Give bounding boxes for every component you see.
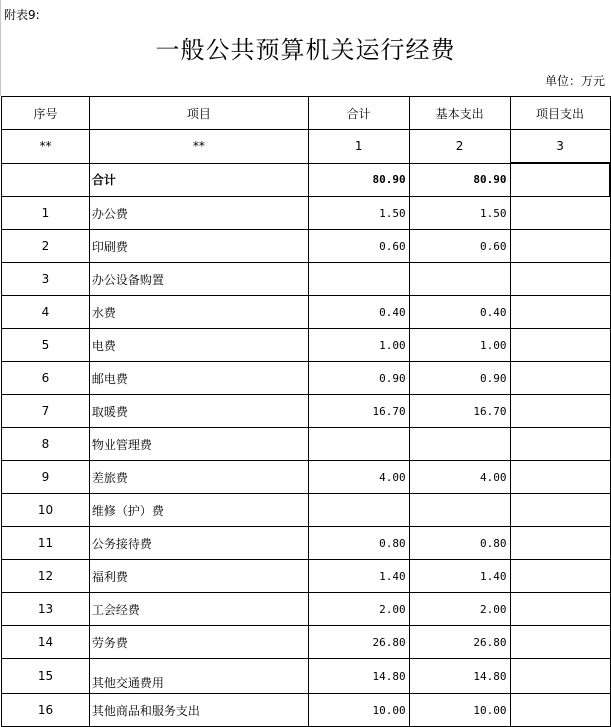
row-index: 15 [2, 659, 90, 694]
index-cell: 2 [409, 130, 510, 164]
table-row [2, 329, 611, 362]
row-basic-amount: 1.50 [409, 197, 510, 230]
table-row [2, 560, 611, 593]
total-row [2, 163, 611, 197]
row-total-amount: 4.00 [308, 461, 409, 494]
table-row [2, 527, 611, 560]
row-index: 1 [2, 197, 90, 230]
row-item-name: 其他交通费用 [89, 659, 308, 694]
row-basic-amount: 0.60 [409, 230, 510, 263]
row-basic-amount: 16.70 [409, 395, 510, 428]
row-project-amount [510, 428, 610, 461]
row-item-name: 取暖费 [89, 395, 308, 428]
row-project-amount [510, 560, 610, 593]
row-basic-amount [409, 428, 510, 461]
row-total-amount [308, 494, 409, 527]
row-basic-amount [409, 494, 510, 527]
row-basic-amount: 1.40 [409, 560, 510, 593]
row-basic-amount: 14.80 [409, 659, 510, 694]
row-project-amount [510, 296, 610, 329]
page-title: 一般公共预算机关运行经费 [155, 36, 456, 64]
row-index: 5 [2, 329, 90, 362]
column-index-row [2, 130, 611, 164]
row-total-amount: 0.40 [308, 296, 409, 329]
header-cell-index: 序号 [2, 97, 90, 130]
row-total-amount: 0.90 [308, 362, 409, 395]
row-item-name: 办公费 [89, 197, 308, 230]
row-project-amount [510, 659, 610, 694]
row-item-name: 办公设备购置 [89, 263, 308, 296]
row-index: 11 [2, 527, 90, 560]
row-basic-amount: 10.00 [409, 694, 510, 727]
row-item-name: 劳务费 [89, 626, 308, 659]
header-row [2, 97, 611, 130]
total-sum: 80.90 [308, 163, 409, 197]
total-basic: 80.90 [409, 163, 510, 197]
table-row [2, 694, 611, 727]
row-item-name: 邮电费 [89, 362, 308, 395]
attachment-label: 附表9: [4, 8, 40, 22]
row-item-name: 工会经费 [89, 593, 308, 626]
row-total-amount: 14.80 [308, 659, 409, 694]
row-item-name: 公务接待费 [89, 527, 308, 560]
row-index: 16 [2, 694, 90, 727]
row-index: 14 [2, 626, 90, 659]
row-project-amount [510, 626, 610, 659]
index-cell: ** [89, 130, 308, 164]
row-project-amount [510, 395, 610, 428]
row-item-name: 其他商品和服务支出 [89, 694, 308, 727]
row-basic-amount: 0.80 [409, 527, 510, 560]
table-row [2, 296, 611, 329]
header-cell-project: 项目支出 [510, 97, 610, 130]
row-basic-amount: 4.00 [409, 461, 510, 494]
row-project-amount [510, 593, 610, 626]
header-cell-total: 合计 [308, 97, 409, 130]
table-row [2, 461, 611, 494]
row-project-amount [510, 694, 610, 727]
row-basic-amount: 0.90 [409, 362, 510, 395]
table-row [2, 659, 611, 694]
total-label: 合计 [89, 163, 308, 197]
row-index: 12 [2, 560, 90, 593]
row-index: 13 [2, 593, 90, 626]
header-cell-item: 项目 [89, 97, 308, 130]
row-index: 10 [2, 494, 90, 527]
table-row [2, 395, 611, 428]
row-item-name: 物业管理费 [89, 428, 308, 461]
row-total-amount: 1.50 [308, 197, 409, 230]
row-index: 4 [2, 296, 90, 329]
table-row [2, 362, 611, 395]
index-cell: 1 [308, 130, 409, 164]
header-cell-basic: 基本支出 [409, 97, 510, 130]
row-index: 3 [2, 263, 90, 296]
row-item-name: 维修（护）费 [89, 494, 308, 527]
expense-table [1, 96, 611, 727]
row-index: 8 [2, 428, 90, 461]
row-project-amount [510, 461, 610, 494]
table-row [2, 593, 611, 626]
row-total-amount: 16.70 [308, 395, 409, 428]
row-total-amount [308, 263, 409, 296]
index-cell: ** [2, 130, 90, 164]
table-row [2, 428, 611, 461]
row-basic-amount: 2.00 [409, 593, 510, 626]
total-project [510, 163, 610, 197]
row-item-name: 福利费 [89, 560, 308, 593]
row-basic-amount: 1.00 [409, 329, 510, 362]
row-total-amount: 0.80 [308, 527, 409, 560]
total-index-cell [2, 163, 90, 197]
row-index: 2 [2, 230, 90, 263]
row-project-amount [510, 230, 610, 263]
row-total-amount: 0.60 [308, 230, 409, 263]
row-total-amount: 2.00 [308, 593, 409, 626]
row-item-name: 水费 [89, 296, 308, 329]
table-row [2, 626, 611, 659]
row-project-amount [510, 263, 610, 296]
row-project-amount [510, 329, 610, 362]
row-basic-amount [409, 263, 510, 296]
row-total-amount: 1.00 [308, 329, 409, 362]
table-row [2, 263, 611, 296]
table-row [2, 494, 611, 527]
row-basic-amount: 26.80 [409, 626, 510, 659]
row-project-amount [510, 494, 610, 527]
row-item-name: 差旅费 [89, 461, 308, 494]
row-item-name: 电费 [89, 329, 308, 362]
table-row [2, 230, 611, 263]
row-project-amount [510, 362, 610, 395]
row-item-name: 印刷费 [89, 230, 308, 263]
row-project-amount [510, 197, 610, 230]
row-project-amount [510, 527, 610, 560]
row-index: 6 [2, 362, 90, 395]
table-row [2, 197, 611, 230]
row-index: 9 [2, 461, 90, 494]
row-index: 7 [2, 395, 90, 428]
unit-label: 单位：万元 [544, 74, 605, 88]
row-total-amount: 1.40 [308, 560, 409, 593]
row-total-amount [308, 428, 409, 461]
index-cell: 3 [510, 130, 610, 164]
row-total-amount: 10.00 [308, 694, 409, 727]
row-total-amount: 26.80 [308, 626, 409, 659]
row-basic-amount: 0.40 [409, 296, 510, 329]
